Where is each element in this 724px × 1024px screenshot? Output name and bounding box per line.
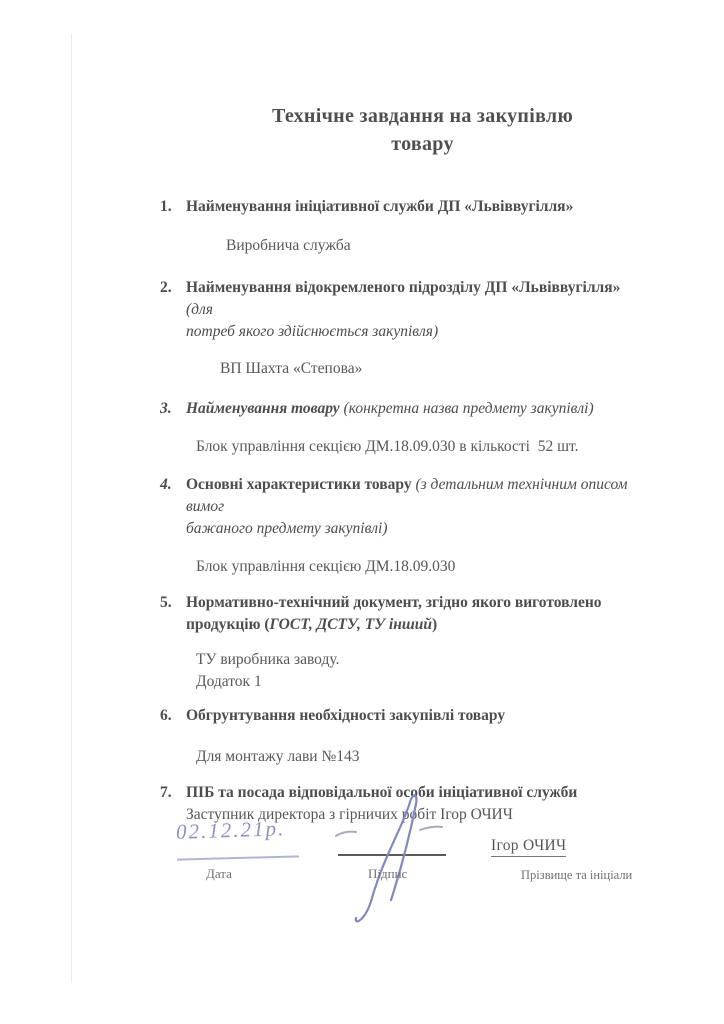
signatory-name: Ігор ОЧИЧ (491, 837, 566, 857)
item-number: 3. (160, 400, 172, 417)
item-heading: Найменування ініціативної служби ДП «Львіввугілля» (186, 198, 574, 215)
document-subtitle: товару (391, 133, 454, 155)
requirement-item-3 (160, 398, 628, 458)
item-number: 5. (160, 594, 172, 611)
item-answer: ВП Шахта «Степова» (220, 360, 363, 377)
item-number: 6. (160, 707, 172, 724)
item-answer: Блок управління секцією ДМ.18.09.030 (196, 558, 456, 575)
item-answer: ТУ виробника заводу. (196, 651, 340, 668)
item-heading: Найменування товару (конкретна назва предмету закупівлі) (186, 400, 594, 417)
page-edge-line (71, 34, 72, 983)
requirement-item-6 (160, 705, 628, 768)
document-title-block (170, 102, 675, 158)
document-title: Технічне завдання на закупівлю (271, 105, 574, 127)
item-number: 4. (160, 476, 172, 493)
requirement-item-2 (160, 277, 628, 380)
item-heading: Основні характеристики товару (з детальним технічним описом вимог бажаного предмету закупівлі) (186, 476, 628, 537)
requirement-item-4 (160, 474, 628, 578)
signature-label: Підпис (368, 866, 408, 881)
item-number: 2. (160, 279, 172, 296)
item-heading: Нормативно-технічний документ, згідно якого виготовлено продукцію (ГОСТ, ДСТУ, ТУ інший) (186, 594, 602, 633)
requirement-item-5 (160, 592, 628, 693)
requirement-item-1 (160, 196, 628, 257)
handwritten-date: 02.12.21р. (175, 816, 286, 844)
item-heading: Найменування відокремленого підрозділу ДП «Львіввугілля» (для потреб якого здійснюється закупівля) (186, 279, 621, 340)
handwritten-signature (320, 790, 460, 925)
item-number: 1. (160, 198, 172, 215)
item-answer: Блок управління секцією ДМ.18.09.030 в кількості 52 шт. (196, 438, 579, 455)
item-answer: Заступник директора з гірничих робіт Ігор ОЧИЧ (186, 806, 513, 823)
item-number: 7. (160, 784, 172, 801)
name-label: Прізвище та ініціали (521, 868, 633, 882)
item-heading: ПІБ та посада відповідальної особи ініціативної служби (186, 784, 578, 801)
date-label: Дата (206, 866, 232, 881)
requirement-list (160, 196, 628, 842)
item-answer: Виробнича служба (226, 237, 351, 254)
date-underline (177, 855, 299, 860)
item-answer: Додаток 1 (196, 673, 262, 690)
item-heading: Обгрунтування необхідності закупівлі товару (186, 707, 506, 724)
item-answer: Для монтажу лави №143 (196, 748, 360, 765)
